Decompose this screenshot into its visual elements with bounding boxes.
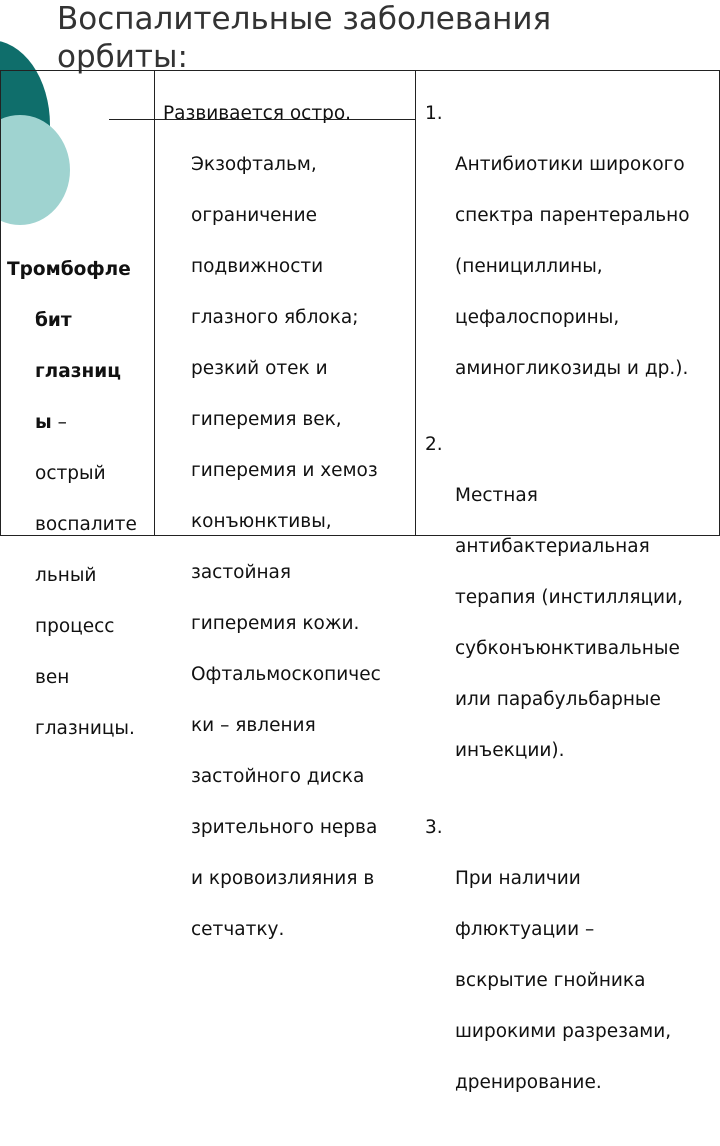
treatment-line: При наличии [455,867,581,889]
item-number: 3. [425,816,443,838]
treatment-line: аминогликозиды и др.). [455,357,689,379]
clinical-picture-cell [163,75,413,968]
clinical-line: гиперемия и хемоз [191,459,378,481]
treatment-item-2 [425,432,719,789]
treatment-item-3 [425,815,719,1121]
treatment-line: или парабульбарные [455,689,661,710]
treatment-line: широкими разрезами, [455,1020,672,1042]
definition-line: воспалите [35,513,137,535]
clinical-line: глазного яблока; [191,306,359,328]
column-divider-1 [154,71,155,535]
item-number: 2. [425,434,443,455]
treatment-line: инъекции). [455,740,565,761]
disease-name-cell [7,231,152,767]
treatment-line: Местная [455,485,538,506]
clinical-line: конъюнктивы, [191,510,332,532]
clinical-line: Офтальмоскопичес [191,663,381,685]
treatment-line: (пенициллины, [455,255,603,277]
disease-name-line: ы [35,411,52,433]
treatment-line: антибактериальная [455,536,650,557]
definition-line: льный [35,564,97,586]
dash: – [51,411,67,433]
title-line-2: орбиты: [57,39,188,75]
treatment-line: дренирование. [455,1071,602,1093]
disease-name-last-line [7,410,152,436]
item-number: 1. [425,102,443,124]
clinical-line: гиперемия век, [191,408,342,430]
definition-line: процесс [35,615,115,637]
treatment-line: вскрытие гнойника [455,969,646,991]
treatment-line: флюктуации – [455,918,595,940]
clinical-line: и кровоизлияния в [191,867,375,889]
clinical-line: зрительного нерва [191,816,378,838]
treatment-cell [425,75,719,1146]
treatment-item-1 [425,101,719,407]
definition-line: острый [35,462,106,484]
clinical-line: гиперемия кожи. [191,612,360,634]
definition-line: глазницы. [35,717,135,739]
clinical-line: подвижности [191,255,324,277]
clinical-line: Экзофтальм, [191,153,317,175]
clinical-line: ограничение [191,204,318,226]
treatment-line: спектра парентерально [455,204,690,226]
definition-line: вен [35,666,70,688]
treatment-line: Антибиотики широкого [455,153,685,175]
treatment-line: цефалоспорины, [455,306,620,328]
disease-name-line: глазниц [35,360,121,382]
treatment-line: субконъюнктивальные [455,638,680,659]
clinical-line: застойная [191,561,292,583]
disease-name-line: бит [35,309,72,331]
disease-name-line: Тромбофле [7,258,131,280]
clinical-line: застойного диска [191,765,365,787]
title-line-1: Воспалительные заболевания [57,1,552,37]
column-divider-2 [415,71,416,535]
content-table [0,70,720,1093]
clinical-line: сетчатку. [191,918,285,940]
treatment-line: терапия (инстилляции, [455,587,683,608]
page-title [57,0,551,76]
clinical-line: ки – явления [191,714,316,736]
clinical-line: резкий отек и [191,357,328,379]
clinical-line: Развивается остро. [163,102,352,124]
